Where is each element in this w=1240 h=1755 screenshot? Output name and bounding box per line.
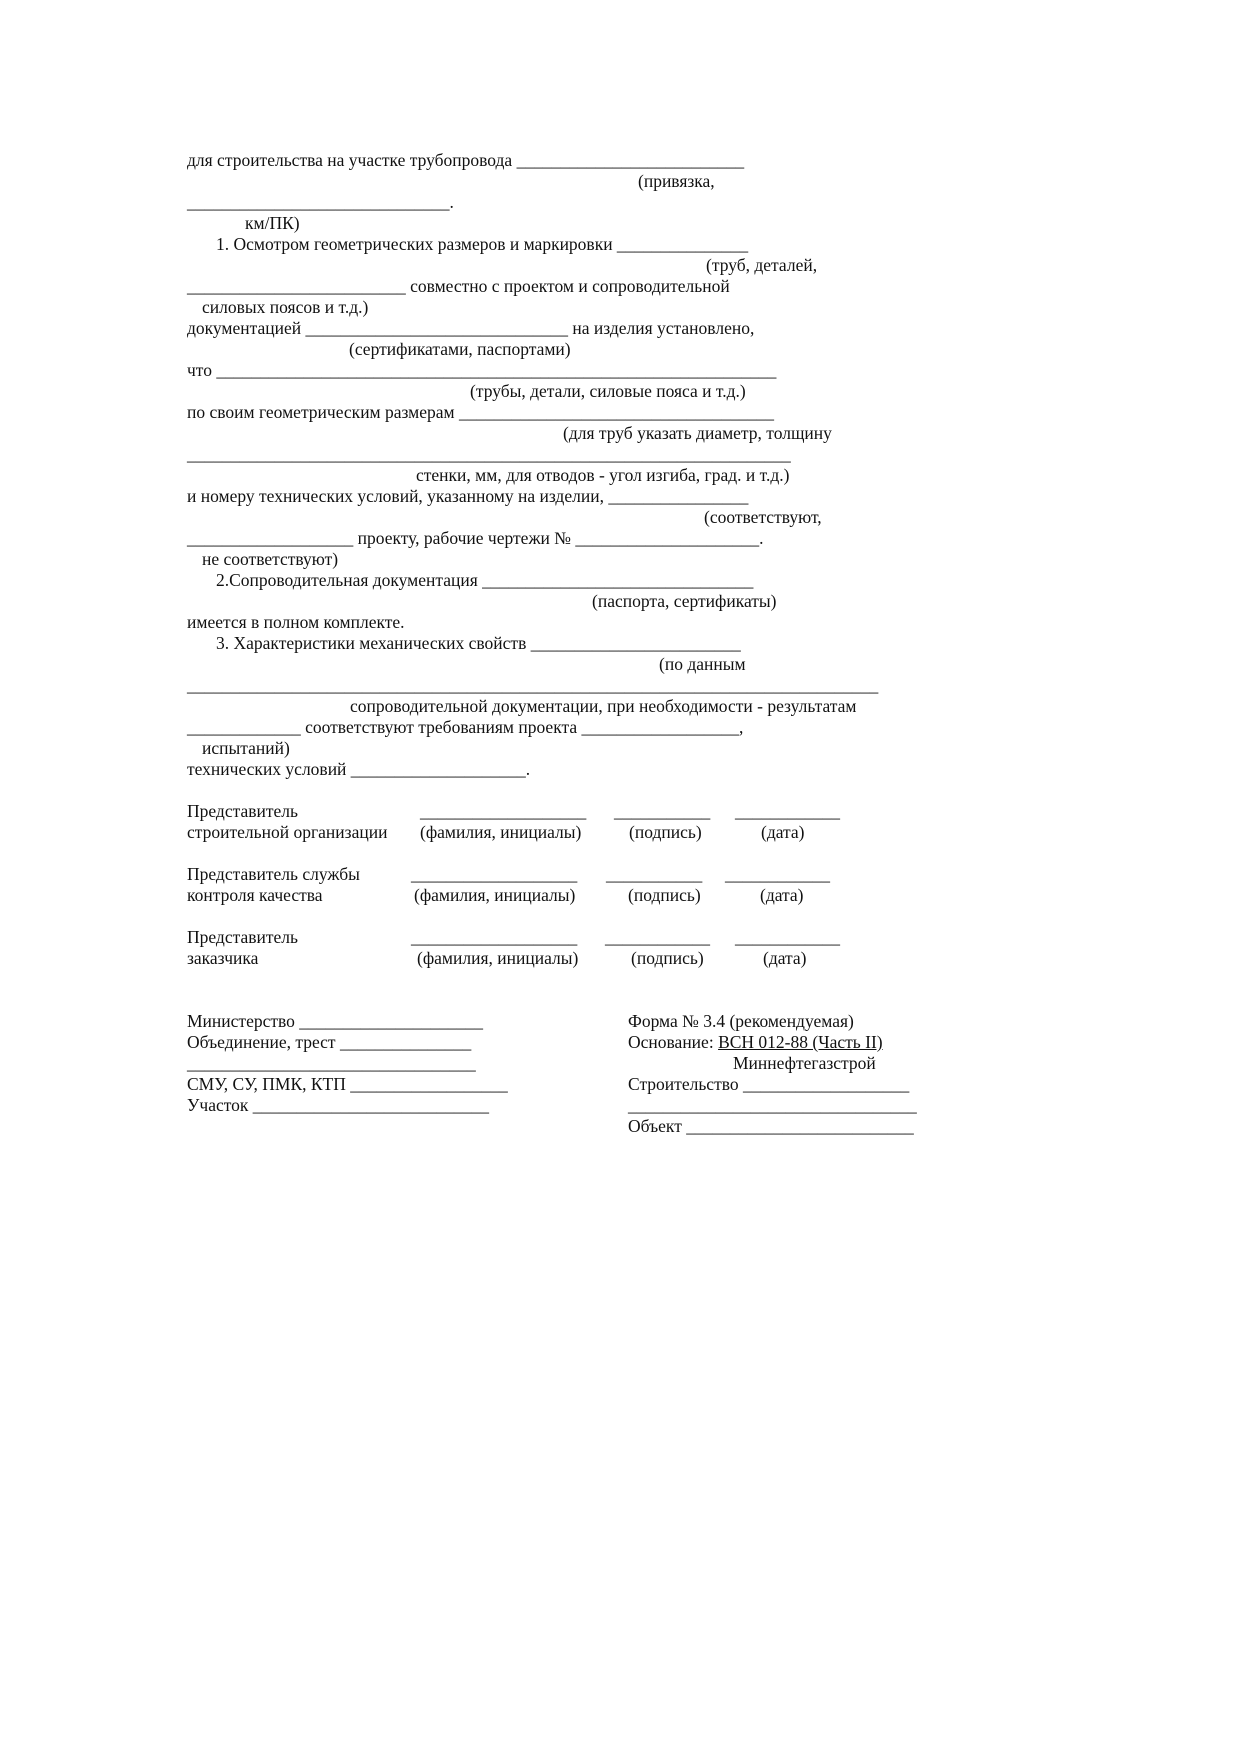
signature-caption: (подпись) [628, 885, 701, 905]
signatory-role: Представитель [187, 801, 298, 821]
form-number: Форма № 3.4 (рекомендуемая) [628, 1011, 854, 1031]
caption-line: (сертификатами, паспортами) [349, 339, 571, 359]
caption-line: не соответствуют) [202, 549, 339, 569]
section-3-heading: 3. Характеристики механических свойств ________________________ [216, 633, 741, 653]
caption-line: км/ПК) [245, 213, 300, 233]
object-field: Объект __________________________ [628, 1116, 914, 1136]
caption-line: (соответствуют, [704, 507, 822, 527]
site-field: Участок ___________________________ [187, 1095, 490, 1115]
caption-line: (паспорта, сертификаты) [592, 591, 777, 611]
caption-line: сопроводительной документации, при необходимости - результатам [350, 696, 857, 716]
date-blank: ____________ [735, 801, 840, 821]
date-caption: (дата) [763, 948, 807, 968]
name-blank: ___________________ [411, 864, 578, 884]
text-line: что ________________________________________________________________ [187, 360, 777, 380]
name-blank: ___________________ [411, 927, 578, 947]
caption-line: (труб, деталей, [706, 255, 818, 275]
name-caption: (фамилия, инициалы) [414, 885, 576, 905]
caption-line: стенки, мм, для отводов - угол изгиба, град. и т.д.) [416, 465, 790, 485]
caption-line: (трубы, детали, силовые пояса и т.д.) [470, 381, 746, 401]
name-blank: ___________________ [420, 801, 587, 821]
text-line: для строительства на участке трубопровода __________________________ [187, 150, 745, 170]
basis-label: Основание: [628, 1032, 719, 1052]
ministry-name: Миннефтегазстрой [733, 1053, 876, 1073]
signatory-role: заказчика [187, 948, 259, 968]
date-caption: (дата) [760, 885, 804, 905]
signature-blank: ___________ [606, 864, 703, 884]
signature-caption: (подпись) [631, 948, 704, 968]
signature-blank: ___________ [614, 801, 711, 821]
signatory-role: контроля качества [187, 885, 323, 905]
text-line: _____________ соответствуют требованиям проекта __________________, [187, 717, 744, 737]
basis-document-link[interactable]: ВСН 012-88 (Часть II) [718, 1032, 883, 1052]
text-line: ______________________________. [187, 192, 454, 212]
blank-line: _________________________________ [187, 1053, 476, 1073]
contractor-field: СМУ, СУ, ПМК, КТП __________________ [187, 1074, 508, 1094]
signature-caption: (подпись) [629, 822, 702, 842]
caption-line: испытаний) [202, 738, 290, 758]
caption-line: (привязка, [638, 171, 715, 191]
text-line: по своим геометрическим размерам ____________________________________ [187, 402, 774, 422]
text-line: _____________________________________________________________________ [187, 444, 791, 464]
association-field: Объединение, трест _______________ [187, 1032, 472, 1052]
date-blank: ____________ [735, 927, 840, 947]
construction-field: Строительство ___________________ [628, 1074, 910, 1094]
text-line: и номеру технических условий, указанному на изделии, ________________ [187, 486, 749, 506]
caption-line: (для труб указать диаметр, толщину [563, 423, 832, 443]
text-line: _________________________ совместно с проектом и сопроводительной [187, 276, 730, 296]
section-1-heading: 1. Осмотром геометрических размеров и маркировки _______________ [216, 234, 749, 254]
name-caption: (фамилия, инициалы) [420, 822, 582, 842]
name-caption: (фамилия, инициалы) [417, 948, 579, 968]
basis-line [628, 1032, 883, 1053]
text-line: документацией ______________________________ на изделия установлено, [187, 318, 755, 338]
caption-line: силовых поясов и т.д.) [202, 297, 369, 317]
text-line: технических условий ____________________. [187, 759, 531, 779]
signatory-role: Представитель [187, 927, 298, 947]
text-line: _______________________________________________________________________________ [187, 675, 879, 695]
text-line: ___________________ проекту, рабочие чертежи № _____________________. [187, 528, 764, 548]
date-blank: ____________ [725, 864, 830, 884]
section-2-heading: 2.Сопроводительная документация _______________________________ [216, 570, 754, 590]
signature-blank: ____________ [605, 927, 710, 947]
signatory-role: Представитель службы [187, 864, 360, 884]
ministry-field: Министерство _____________________ [187, 1011, 484, 1031]
text-line: имеется в полном комплекте. [187, 612, 405, 632]
date-caption: (дата) [761, 822, 805, 842]
blank-line: _________________________________ [628, 1095, 917, 1115]
signatory-role: строительной организации [187, 822, 388, 842]
caption-line: (по данным [659, 654, 746, 674]
